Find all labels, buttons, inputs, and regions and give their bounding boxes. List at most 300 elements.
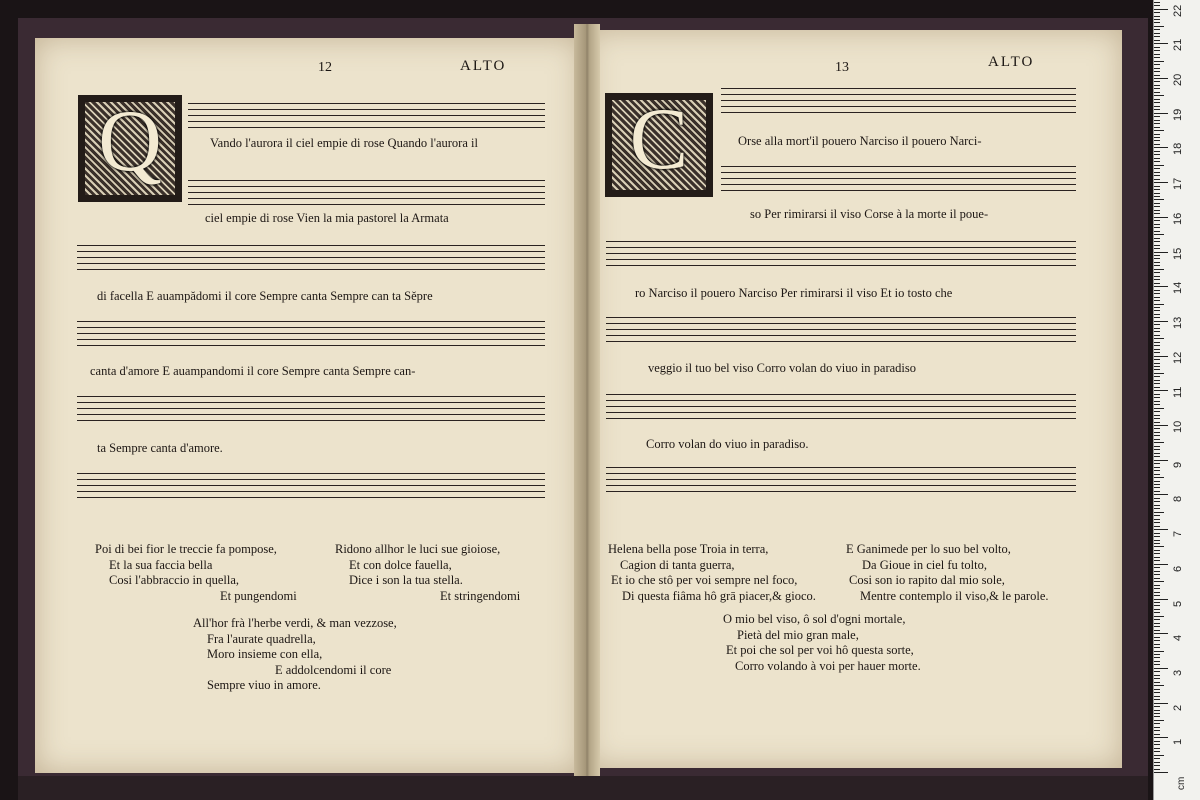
ruler-number: 9 — [1172, 461, 1184, 468]
ruler-tick — [1154, 730, 1160, 731]
ruler-tick — [1154, 269, 1164, 270]
verse-line: Pietà del mio gran male, — [737, 627, 859, 642]
verse-line: Et io che stô per voi sempre nel foco, — [611, 573, 798, 587]
right-initial-letter: C — [629, 91, 689, 188]
ruler-tick — [1154, 137, 1160, 138]
staff-line — [606, 418, 1076, 419]
ruler-number: 5 — [1172, 600, 1184, 607]
staff-line — [721, 106, 1076, 107]
staff-line — [77, 345, 545, 346]
right-lyric-2: so Per rimirarsi il viso Corse à la morte il poue- — [750, 207, 989, 221]
ruler-tick — [1154, 574, 1160, 575]
ruler-tick — [1154, 498, 1160, 499]
ruler-tick — [1154, 553, 1160, 554]
staff-line — [188, 192, 545, 193]
ruler-tick — [1154, 751, 1160, 752]
ruler-tick — [1154, 2, 1160, 3]
ruler-number: 6 — [1172, 565, 1184, 572]
ruler-tick — [1154, 533, 1160, 534]
ruler-tick — [1154, 255, 1160, 256]
right-lyric-5: Corro volan do viuo in paradiso. — [646, 437, 809, 451]
left-staff-3 — [77, 245, 545, 270]
right-staff-1 — [721, 88, 1076, 113]
ruler-tick — [1154, 75, 1160, 76]
ruler-tick — [1154, 647, 1160, 648]
ruler-tick — [1154, 314, 1160, 315]
ruler-tick — [1154, 661, 1160, 662]
ruler-tick — [1154, 484, 1160, 485]
ruler-tick — [1154, 217, 1168, 218]
staff-line — [188, 115, 545, 116]
staff-line — [721, 184, 1076, 185]
ruler-tick — [1154, 508, 1160, 509]
verse-line: O mio bel viso, ô sol d'ogni mortale, — [723, 612, 906, 626]
ruler-tick — [1154, 428, 1160, 429]
ruler-tick — [1154, 657, 1160, 658]
left-verse-bottom — [193, 616, 397, 694]
verse-line: Et stringendomi — [440, 588, 521, 603]
ruler-tick — [1154, 453, 1160, 454]
ruler-tick — [1154, 265, 1160, 266]
staff-line — [721, 166, 1076, 167]
ruler-tick — [1154, 238, 1160, 239]
ruler-tick — [1154, 19, 1160, 20]
staff-line — [606, 491, 1076, 492]
staff-line — [606, 323, 1076, 324]
ruler-tick — [1154, 168, 1160, 169]
ruler-tick — [1154, 231, 1160, 232]
staff-line — [721, 88, 1076, 89]
right-running-head: ALTO — [988, 54, 1035, 70]
staff-line — [188, 204, 545, 205]
ruler-tick — [1154, 755, 1164, 756]
ruler-tick — [1154, 356, 1168, 357]
right-lyric-1: Orse alla mort'il pouero Narciso il pouero Narci- — [738, 134, 982, 148]
ruler-tick — [1154, 585, 1160, 586]
ruler-tick — [1154, 342, 1160, 343]
ruler-tick — [1154, 692, 1160, 693]
ruler-tick — [1154, 675, 1160, 676]
ruler-tick — [1154, 619, 1160, 620]
right-page — [588, 30, 1122, 768]
ruler-tick — [1154, 78, 1168, 79]
verse-line: Helena bella pose Troia in terra, — [608, 542, 769, 556]
left-lyric-5: ta Sempre canta d'amore. — [97, 441, 223, 455]
staff-line — [721, 172, 1076, 173]
ruler-number: 22 — [1172, 4, 1184, 17]
staff-line — [606, 329, 1076, 330]
ruler-tick — [1154, 366, 1160, 367]
ruler-tick — [1154, 737, 1168, 738]
ruler-tick — [1154, 442, 1164, 443]
ruler-tick — [1154, 501, 1160, 502]
ruler-tick — [1154, 293, 1160, 294]
ruler-tick — [1154, 321, 1168, 322]
ruler-tick — [1154, 474, 1160, 475]
ruler-tick — [1154, 286, 1168, 287]
ruler-tick — [1154, 689, 1160, 690]
ruler-tick — [1154, 349, 1160, 350]
verse-line: Et la sua faccia bella — [109, 557, 213, 572]
ruler-tick — [1154, 685, 1164, 686]
ruler-tick — [1154, 519, 1160, 520]
verse-line: Sempre viuo in amore. — [207, 678, 321, 692]
ruler-number: 7 — [1172, 530, 1184, 538]
staff-line — [77, 402, 545, 403]
ruler-tick — [1154, 710, 1160, 711]
staff-line — [77, 473, 545, 474]
ruler-tick — [1154, 12, 1160, 13]
ruler-tick — [1154, 5, 1160, 6]
ruler-tick — [1154, 512, 1164, 513]
ruler-tick — [1154, 369, 1160, 370]
ruler-number: 10 — [1172, 420, 1184, 433]
ruler-tick — [1154, 713, 1160, 714]
ruler-tick — [1154, 546, 1164, 547]
staff-line — [606, 479, 1076, 480]
ruler-tick — [1154, 602, 1160, 603]
ruler-tick — [1154, 557, 1160, 558]
ruler-tick — [1154, 85, 1160, 86]
ruler-number: 12 — [1172, 351, 1184, 364]
staff-line — [606, 265, 1076, 266]
ruler-tick — [1154, 640, 1160, 641]
ruler-tick — [1154, 376, 1160, 377]
ruler-tick — [1154, 224, 1160, 225]
ruler-tick — [1154, 36, 1160, 37]
staff-line — [606, 253, 1076, 254]
measurement-ruler — [1153, 0, 1200, 800]
ruler-tick — [1154, 526, 1160, 527]
staff-line — [77, 339, 545, 340]
staff-line — [188, 198, 545, 199]
ruler-tick — [1154, 536, 1160, 537]
ruler-tick — [1154, 109, 1160, 110]
ruler-tick — [1154, 64, 1160, 65]
ruler-tick — [1154, 401, 1160, 402]
left-lyric-1: Vando l'aurora il ciel empie di rose Quando l'aurora il — [210, 136, 478, 150]
ruler-tick — [1154, 723, 1160, 724]
ruler-number: 16 — [1172, 212, 1184, 225]
ruler-number: 1 — [1172, 739, 1184, 746]
ruler-tick — [1154, 529, 1168, 530]
ruler-tick — [1154, 352, 1160, 353]
ruler-tick — [1154, 599, 1168, 600]
ruler-tick — [1154, 127, 1160, 128]
ruler-tick — [1154, 744, 1160, 745]
ruler-tick — [1154, 578, 1160, 579]
ruler-tick — [1154, 161, 1160, 162]
ruler-tick — [1154, 422, 1160, 423]
ruler-number: 3 — [1172, 669, 1184, 676]
ruler-number: 21 — [1172, 39, 1184, 52]
staff-line — [606, 259, 1076, 260]
ruler-tick — [1154, 57, 1160, 58]
ruler-tick — [1154, 81, 1160, 82]
ruler-tick — [1154, 199, 1164, 200]
ruler-tick — [1154, 317, 1160, 318]
right-page-number: 13 — [835, 60, 849, 75]
left-staff-1 — [188, 103, 545, 128]
left-staff-5 — [77, 396, 545, 421]
ruler-tick — [1154, 61, 1164, 62]
ruler-tick — [1154, 22, 1160, 23]
staff-line — [77, 269, 545, 270]
staff-line — [606, 485, 1076, 486]
ruler-tick — [1154, 446, 1160, 447]
verse-line: Ridono allhor le luci sue gioiose, — [335, 542, 501, 556]
ruler-tick — [1154, 494, 1168, 495]
ruler-tick — [1154, 179, 1160, 180]
ruler-tick — [1154, 290, 1160, 291]
ruler-tick — [1154, 644, 1160, 645]
ruler-tick — [1154, 272, 1160, 273]
left-staff-2 — [188, 180, 545, 205]
ruler-tick — [1154, 380, 1160, 381]
ruler-tick — [1154, 741, 1160, 742]
ruler-tick — [1154, 394, 1160, 395]
ruler-tick — [1154, 158, 1160, 159]
ruler-tick — [1154, 626, 1160, 627]
staff-line — [188, 186, 545, 187]
ruler-tick — [1154, 47, 1160, 48]
ruler-tick — [1154, 678, 1160, 679]
ruler-tick — [1154, 297, 1160, 298]
staff-line — [606, 317, 1076, 318]
ruler-tick — [1154, 456, 1160, 457]
verse-line: Cosi l'abbraccio in quella, — [109, 573, 239, 587]
ruler-tick — [1154, 206, 1160, 207]
ruler-tick — [1154, 609, 1160, 610]
ruler-tick — [1154, 633, 1168, 634]
ruler-tick — [1154, 50, 1160, 51]
ruler-number: 15 — [1172, 247, 1184, 260]
verse-line: Mentre contemplo il viso,& le parole. — [860, 588, 1049, 603]
ruler-tick — [1154, 404, 1160, 405]
ruler-tick — [1154, 71, 1160, 72]
right-initial-woodcut — [605, 93, 713, 197]
verse-line: Dice i son la tua stella. — [349, 573, 463, 587]
ruler-tick — [1154, 102, 1160, 103]
ruler-tick — [1154, 276, 1160, 277]
ruler-tick — [1154, 588, 1160, 589]
staff-line — [77, 245, 545, 246]
ruler-tick — [1154, 567, 1160, 568]
staff-line — [188, 127, 545, 128]
left-running-head: ALTO — [460, 58, 507, 74]
ruler-tick — [1154, 40, 1160, 41]
ruler-tick — [1154, 175, 1160, 176]
ruler-tick — [1154, 92, 1160, 93]
ruler-tick — [1154, 262, 1160, 263]
ruler-tick — [1154, 748, 1160, 749]
staff-line — [606, 241, 1076, 242]
ruler-tick — [1154, 762, 1160, 763]
ruler-tick — [1154, 147, 1168, 148]
ruler-tick — [1154, 418, 1160, 419]
staff-line — [77, 414, 545, 415]
staff-line — [721, 178, 1076, 179]
ruler-tick — [1154, 605, 1160, 606]
staff-line — [606, 400, 1076, 401]
ruler-tick — [1154, 463, 1160, 464]
ruler-tick — [1154, 307, 1160, 308]
ruler-tick — [1154, 432, 1160, 433]
ruler-tick — [1154, 470, 1160, 471]
ruler-tick — [1154, 439, 1160, 440]
left-initial-woodcut — [78, 95, 182, 202]
ruler-tick — [1154, 765, 1160, 766]
staff-line — [188, 103, 545, 104]
ruler-tick — [1154, 359, 1160, 360]
ruler-tick — [1154, 234, 1164, 235]
book-gutter — [574, 24, 600, 776]
ruler-tick — [1154, 703, 1168, 704]
verse-line: Corro volando à voi per hauer morte. — [735, 658, 921, 673]
ruler-tick — [1154, 283, 1160, 284]
ruler-tick — [1154, 383, 1160, 384]
ruler-tick — [1154, 696, 1160, 697]
ruler-tick — [1154, 654, 1160, 655]
ruler-tick — [1154, 571, 1160, 572]
ruler-tick — [1154, 481, 1160, 482]
ruler-tick — [1154, 550, 1160, 551]
right-staff-6-empty — [606, 467, 1076, 492]
ruler-number: 19 — [1172, 108, 1184, 121]
left-lyric-4: canta d'amore E auampandomi il core Sempre canta Sempre can- — [90, 364, 416, 378]
ruler-tick — [1154, 182, 1168, 183]
right-staff-3 — [606, 241, 1076, 266]
ruler-tick — [1154, 252, 1168, 253]
verse-line: Cagion di tanta guerra, — [620, 557, 735, 572]
left-initial-letter: Q — [98, 93, 162, 190]
ruler-tick — [1154, 769, 1160, 770]
ruler-tick — [1154, 140, 1160, 141]
ruler-number: 17 — [1172, 177, 1184, 191]
ruler-tick — [1154, 345, 1160, 346]
staff-line — [721, 94, 1076, 95]
ruler-tick — [1154, 196, 1160, 197]
ruler-tick — [1154, 727, 1160, 728]
ruler-tick — [1154, 515, 1160, 516]
ruler-tick — [1154, 706, 1160, 707]
right-lyric-3: ro Narciso il pouero Narciso Per rimirarsi il viso Et io tosto che — [635, 286, 953, 300]
ruler-tick — [1154, 9, 1168, 10]
ruler-tick — [1154, 43, 1168, 44]
ruler-tick — [1154, 16, 1160, 17]
ruler-tick — [1154, 213, 1160, 214]
verse-line: Poi di bei fior le treccie fa pompose, — [95, 542, 277, 556]
ruler-tick — [1154, 220, 1160, 221]
staff-line — [721, 100, 1076, 101]
staff-line — [77, 263, 545, 264]
ruler-tick — [1154, 335, 1160, 336]
ruler-tick — [1154, 477, 1164, 478]
staff-line — [188, 109, 545, 110]
ruler-tick — [1154, 54, 1160, 55]
staff-line — [606, 412, 1076, 413]
staff-line — [606, 406, 1076, 407]
ruler-tick — [1154, 363, 1160, 364]
ruler-tick — [1154, 390, 1168, 391]
verse-line: Da Gioue in ciel fu tolto, — [862, 557, 987, 572]
ruler-number: 13 — [1172, 316, 1184, 329]
staff-line — [77, 420, 545, 421]
ruler-tick — [1154, 245, 1160, 246]
left-lyric-3: di facella E auampădomi il core Sempre canta Sempre can ta Sěpre — [97, 289, 433, 303]
verse-line: E Ganimede per lo suo bel volto, — [846, 542, 1011, 556]
ruler-tick — [1154, 165, 1164, 166]
ruler-tick — [1154, 637, 1160, 638]
ruler-tick — [1154, 435, 1160, 436]
right-staff-4 — [606, 317, 1076, 342]
ruler-tick — [1154, 668, 1168, 669]
staff-line — [188, 121, 545, 122]
ruler-tick — [1154, 772, 1168, 773]
ruler-tick — [1154, 592, 1160, 593]
ruler-tick — [1154, 95, 1164, 96]
staff-line — [77, 497, 545, 498]
staff-line — [606, 341, 1076, 342]
ruler-tick — [1154, 560, 1160, 561]
verse-line: Et poi che sol per voi hô questa sorte, — [726, 643, 914, 657]
ruler-tick — [1154, 33, 1160, 34]
ruler-tick — [1154, 144, 1160, 145]
ruler-tick — [1154, 623, 1160, 624]
left-verse-col2 — [335, 542, 520, 604]
ruler-tick — [1154, 172, 1160, 173]
ruler-tick — [1154, 116, 1160, 117]
ruler-tick — [1154, 248, 1160, 249]
ruler-number: 2 — [1172, 704, 1184, 711]
ruler-tick — [1154, 300, 1160, 301]
ruler-tick — [1154, 630, 1160, 631]
verse-line: Di questa fiâma hô grā piacer,& gioco. — [622, 588, 816, 603]
ruler-tick — [1154, 716, 1160, 717]
staff-line — [77, 396, 545, 397]
staff-line — [77, 257, 545, 258]
ruler-tick — [1154, 373, 1164, 374]
staff-line — [77, 333, 545, 334]
right-staff-2 — [721, 166, 1076, 191]
ruler-tick — [1154, 210, 1160, 211]
ruler-tick — [1154, 68, 1160, 69]
ruler-tick — [1154, 540, 1160, 541]
ruler-tick — [1154, 328, 1160, 329]
ruler-tick — [1154, 682, 1160, 683]
ruler-tick — [1154, 387, 1160, 388]
verse-line: All'hor frà l'herbe verdi, & man vezzose, — [193, 616, 397, 630]
ruler-tick — [1154, 331, 1160, 332]
ruler-tick — [1154, 134, 1160, 135]
staff-line — [188, 180, 545, 181]
ruler-tick — [1154, 203, 1160, 204]
ruler-tick — [1154, 408, 1164, 409]
ruler-tick — [1154, 154, 1160, 155]
left-staff-6-empty — [77, 473, 545, 498]
staff-line — [77, 327, 545, 328]
right-verse-col2 — [846, 542, 1049, 604]
ruler-tick — [1154, 460, 1168, 461]
ruler-tick — [1154, 227, 1160, 228]
right-lyric-4: veggio il tuo bel viso Corro volan do viuo in paradiso — [648, 361, 917, 375]
staff-line — [606, 473, 1076, 474]
right-verse-col1 — [608, 542, 816, 604]
verse-line: Et con dolce fauella, — [349, 557, 452, 572]
ruler-number: 18 — [1172, 143, 1184, 156]
ruler-tick — [1154, 487, 1160, 488]
ruler-tick — [1154, 491, 1160, 492]
